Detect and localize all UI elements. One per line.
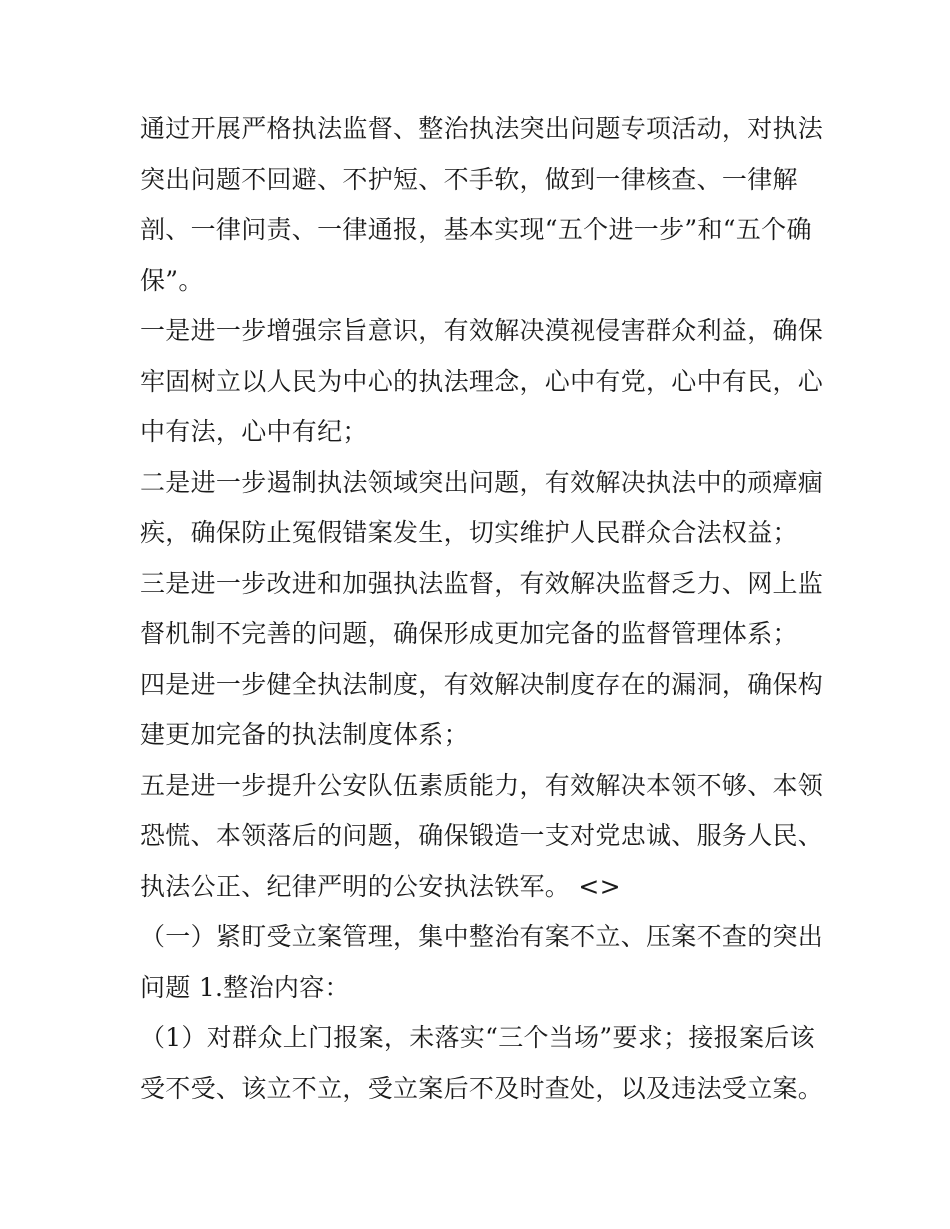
text-line: 通过开展严格执法监督、整治执法突出问题专项活动，对执法: [140, 114, 824, 143]
document-body: [140, 104, 824, 1114]
text-line: 一是进一步增强宗旨意识，有效解决漠视侵害群众利益，确保: [140, 316, 824, 345]
text-line: 剖、一律问责、一律通报，基本实现“五个进一步”和“五个确: [140, 215, 812, 244]
text-line: 五是进一步提升公安队伍素质能力，有效解决本领不够、本领: [140, 770, 824, 800]
text-line: 建更加完备的执法制度体系；: [140, 720, 469, 749]
text-line: （1）对群众上门报案，未落实“三个当场”要求；接报案后该: [140, 1023, 815, 1052]
text-line: 三是进一步改进和加强执法监督，有效解决监督乏力、网上监: [140, 568, 824, 598]
text-line: 突出问题不回避、不护短、不手软，做到一律核查、一律解: [140, 164, 798, 194]
text-line: （一）紧盯受立案管理，集中整治有案不立、压案不查的突出: [140, 922, 824, 951]
text-line: 疾，确保防止冤假错案发生，切实维护人民群众合法权益；: [140, 518, 798, 547]
text-line: 二是进一步遏制执法领域突出问题，有效解决执法中的顽瘴痼: [140, 467, 824, 497]
text-line: 保”。: [140, 265, 204, 295]
text-line: 牢固树立以人民为中心的执法理念，心中有党，心中有民，心: [140, 366, 824, 396]
text-line: 受不受、该立不立，受立案后不及时查处，以及违法受立案。: [140, 1073, 824, 1103]
text-line: 执法公正、纪律严明的公安执法铁军。 <>: [140, 871, 621, 901]
text-line: 中有法，心中有纪；: [140, 417, 368, 446]
text-line: 问题 1.整治内容：: [140, 972, 350, 1002]
text-line: 督机制不完善的问题，确保形成更加完备的监督管理体系；: [140, 619, 798, 648]
text-line: 四是进一步健全执法制度，有效解决制度存在的漏洞，确保构: [140, 669, 824, 699]
text-line: 恐慌、本领落后的问题，确保锻造一支对党忠诚、服务人民、: [140, 821, 824, 850]
